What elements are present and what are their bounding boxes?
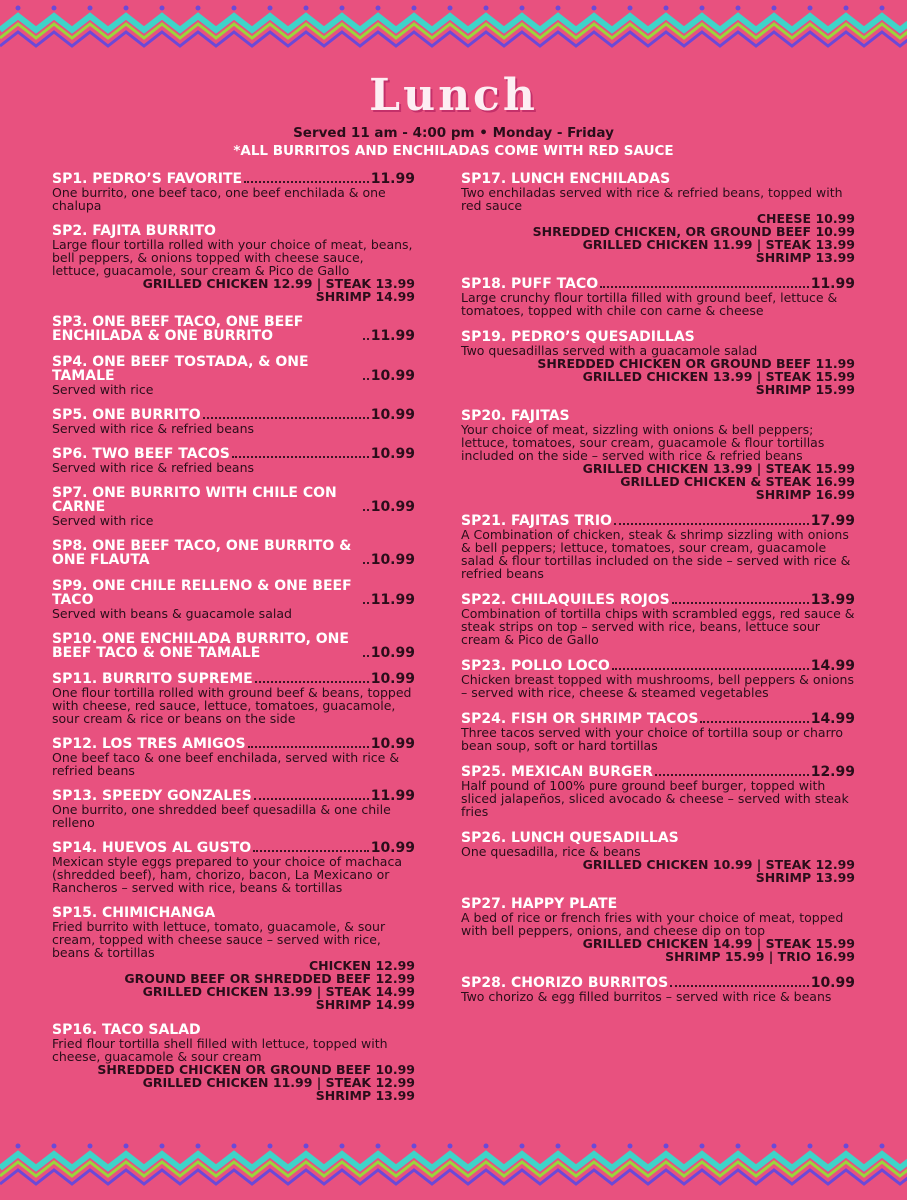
menu-item-description: Fried burrito with lettuce, tomato, guacamole, & sour cream, topped with cheese sauce – served with rice, beans & tortillas — [52, 919, 386, 960]
menu-item-description: Served with beans & guacamole salad — [52, 606, 292, 621]
menu-item-header — [52, 315, 415, 343]
menu-item-price: 10.99 — [370, 645, 415, 661]
menu-item-header — [461, 659, 855, 673]
menu-item-name: SP16. TACO SALAD — [52, 1022, 201, 1038]
menu-item-price-option: SHREDDED CHICKEN, OR GROUND BEEF 10.99 — [532, 224, 855, 239]
zigzag-dot — [196, 1144, 201, 1149]
menu-item-name: SP12. LOS TRES AMIGOS — [52, 736, 246, 752]
menu-item-header — [461, 330, 855, 344]
menu-item-price: 10.99 — [370, 840, 415, 856]
menu-item-price: 11.99 — [370, 788, 415, 804]
zigzag-dot — [700, 6, 705, 11]
dot-leader — [363, 602, 369, 604]
zigzag-dot — [304, 1144, 309, 1149]
menu-item-price-option: SHREDDED CHICKEN OR GROUND BEEF 11.99 — [537, 356, 855, 371]
zigzag-dot — [124, 6, 129, 11]
dot-leader — [248, 746, 369, 748]
zigzag-dot — [52, 6, 57, 11]
menu-item-header — [52, 737, 415, 751]
dot-leader — [203, 417, 369, 419]
menu-item — [461, 330, 855, 396]
zigzag-dot — [160, 1144, 165, 1149]
menu-item-price-option: CHICKEN 12.99 — [308, 958, 415, 973]
menu-item-price-option: SHRIMP 15.99 — [755, 382, 855, 397]
zigzag-dot — [484, 6, 489, 11]
menu-item-header — [52, 906, 415, 920]
dot-leader — [363, 338, 369, 340]
menu-item — [461, 659, 855, 699]
menu-item — [461, 172, 855, 264]
zigzag-dot — [412, 1144, 417, 1149]
dot-leader — [232, 456, 369, 458]
menu-item-price: 10.99 — [810, 975, 855, 991]
menu-item-price-option: GRILLED CHICKEN 11.99 | STEAK 13.99 — [582, 237, 855, 252]
menu-item — [461, 277, 855, 317]
menu-item-header — [52, 579, 415, 607]
menu-item-description: Two quesadillas served with a guacamole salad — [461, 343, 758, 358]
menu-item-description: Served with rice & refried beans — [52, 421, 255, 436]
menu-item-price: 10.99 — [370, 552, 415, 568]
menu-item-price-option: SHRIMP 13.99 — [755, 870, 855, 885]
menu-item-price: 14.99 — [810, 711, 855, 727]
menu-item-price: 11.99 — [370, 592, 415, 608]
dot-leader — [670, 985, 809, 987]
menu-item-price: 10.99 — [370, 407, 415, 423]
menu-item — [52, 906, 415, 1011]
menu-item-name: SP9. ONE CHILE RELLENO & ONE BEEF TACO — [52, 578, 352, 608]
menu-item-price-option: GRILLED CHICKEN 11.99 | STEAK 12.99 — [142, 1075, 415, 1090]
menu-item-header — [461, 172, 855, 186]
zigzag-dot — [16, 6, 21, 11]
menu-item-description: One burrito, one beef taco, one beef enchilada & one chalupa — [52, 185, 386, 213]
menu-item-price-option: GRILLED CHICKEN & STEAK 16.99 — [620, 474, 855, 489]
zigzag-dot — [16, 1144, 21, 1149]
menu-item-price-option: GRILLED CHICKEN 13.99 | STEAK 14.99 — [142, 984, 415, 999]
menu-item — [52, 539, 415, 567]
menu-item-price: 11.99 — [810, 276, 855, 292]
menu-item-header — [461, 409, 855, 423]
menu-item-description: Large crunchy flour tortilla filled with ground beef, lettuce & tomatoes, topped with chile con carne & cheese — [461, 290, 838, 318]
zigzag-dot — [160, 6, 165, 11]
menu-item-name: SP18. PUFF TACO — [461, 276, 599, 292]
menu-item-name: SP23. POLLO LOCO — [461, 658, 610, 674]
dot-leader — [700, 721, 808, 723]
menu-item-price: 10.99 — [370, 368, 415, 384]
menu-item-price-option: GRILLED CHICKEN 12.99 | STEAK 13.99 — [142, 276, 415, 291]
menu-item-name: SP2. FAJITA BURRITO — [52, 223, 216, 239]
menu-item — [461, 712, 855, 752]
menu-item — [461, 976, 855, 1003]
menu-item-price: 17.99 — [810, 513, 855, 529]
dot-leader — [612, 668, 809, 670]
zigzag-dot — [628, 1144, 633, 1149]
menu-item-description: One flour tortilla rolled with ground beef & beans, topped with cheese, red sauce, lettuce, tomatoes, guacamole, sour cream & rice or beans on the side — [52, 685, 412, 726]
menu-item-name: SP24. FISH OR SHRIMP TACOS — [461, 711, 699, 727]
menu-item — [461, 765, 855, 818]
menu-item-header — [461, 976, 855, 990]
menu-item-description: One beef taco & one beef enchilada, served with rice & refried beans — [52, 750, 400, 778]
menu-item-description: Served with rice & refried beans — [52, 460, 255, 475]
menu-item-name: SP14. HUEVOS AL GUSTO — [52, 840, 252, 856]
sauce-note: *ALL BURRITOS AND ENCHILADAS COME WITH RED SAUCE — [233, 143, 674, 159]
menu-item — [461, 831, 855, 884]
menu-item-name: SP28. CHORIZO BURRITOS — [461, 975, 669, 991]
zigzag-dot — [808, 6, 813, 11]
zigzag-dot — [736, 6, 741, 11]
menu-item-header — [461, 277, 855, 291]
dot-leader — [255, 681, 369, 683]
menu-item — [52, 172, 415, 212]
menu-item-price-option: SHRIMP 14.99 — [315, 997, 415, 1012]
zigzag-dot — [808, 1144, 813, 1149]
menu-item-header — [461, 831, 855, 845]
zigzag-dot — [124, 1144, 129, 1149]
zigzag-dot — [340, 6, 345, 11]
menu-item-price-option: SHRIMP 14.99 — [315, 289, 415, 304]
menu-item-name: SP17. LUNCH ENCHILADAS — [461, 171, 671, 187]
zigzag-dot — [664, 6, 669, 11]
menu-column-left — [52, 172, 415, 1114]
menu-item-header — [52, 539, 415, 567]
menu-item-name: SP1. PEDRO’S FAVORITE — [52, 171, 243, 187]
menu-item-name: SP21. FAJITAS TRIO — [461, 513, 612, 529]
menu-item-name: SP13. SPEEDY GONZALES — [52, 788, 252, 804]
menu-item-header — [461, 897, 855, 911]
zigzag-border-bottom — [0, 1138, 907, 1198]
menu-item — [52, 408, 415, 435]
menu-item-header — [52, 447, 415, 461]
menu-item — [52, 737, 415, 777]
menu-item — [52, 355, 415, 396]
menu-item-price-option: GRILLED CHICKEN 13.99 | STEAK 15.99 — [582, 369, 855, 384]
menu-item-price-option: SHRIMP 16.99 — [755, 487, 855, 502]
menu-item-name: SP6. TWO BEEF TACOS — [52, 446, 230, 462]
menu-item-description: One quesadilla, rice & beans — [461, 844, 641, 859]
menu-item-price: 11.99 — [370, 171, 415, 187]
zigzag-dot — [556, 1144, 561, 1149]
zigzag-dot — [556, 6, 561, 11]
menu-item-price-option: SHREDDED CHICKEN OR GROUND BEEF 10.99 — [97, 1062, 415, 1077]
menu-item-description: Two enchiladas served with rice & refried beans, topped with red sauce — [461, 185, 843, 213]
dot-leader — [363, 655, 369, 657]
zigzag-dot — [592, 6, 597, 11]
dot-leader — [363, 562, 369, 564]
zigzag-dot — [736, 1144, 741, 1149]
menu-item-description: Your choice of meat, sizzling with onions & bell peppers; lettuce, tomatoes, sour cream, guacamole & flour tortillas included on the side – served with rice & refried beans — [461, 422, 825, 463]
zigzag-dot — [772, 6, 777, 11]
dot-leader — [363, 378, 369, 380]
menu-item-name: SP11. BURRITO SUPREME — [52, 671, 253, 687]
zigzag-dot — [412, 6, 417, 11]
dot-leader — [614, 523, 809, 525]
menu-item-name: SP10. ONE ENCHILADA BURRITO, ONE BEEF TACO & ONE TAMALE — [52, 631, 349, 661]
zigzag-dot — [880, 6, 885, 11]
menu-item — [461, 897, 855, 963]
zigzag-dot — [268, 6, 273, 11]
dot-leader — [363, 509, 369, 511]
menu-item-description: Served with rice — [52, 513, 154, 528]
menu-item — [461, 593, 855, 646]
zigzag-dot — [232, 6, 237, 11]
dot-leader — [254, 798, 369, 800]
menu-item-name: SP26. LUNCH QUESADILLAS — [461, 830, 679, 846]
zigzag-dot — [52, 1144, 57, 1149]
menu-item-header — [52, 486, 415, 514]
menu-item-description: Two chorizo & egg filled burritos – served with rice & beans — [461, 989, 832, 1004]
dot-leader — [672, 602, 809, 604]
menu-item-price-option: CHEESE 10.99 — [756, 211, 855, 226]
serving-hours: Served 11 am - 4:00 pm • Monday - Friday — [293, 125, 614, 141]
menu-item — [52, 315, 415, 343]
menu-item-price: 10.99 — [370, 499, 415, 515]
zigzag-dot — [772, 1144, 777, 1149]
menu-item — [52, 447, 415, 474]
zigzag-dot — [844, 6, 849, 11]
menu-item-price-option: SHRIMP 13.99 — [315, 1088, 415, 1103]
menu-item-price: 12.99 — [810, 764, 855, 780]
menu-item-header — [52, 789, 415, 803]
menu-item-price-option: GROUND BEEF OR SHREDDED BEEF 12.99 — [124, 971, 415, 986]
zigzag-dot — [376, 6, 381, 11]
menu-item-name: SP3. ONE BEEF TACO, ONE BEEF ENCHILADA & ONE BURRITO — [52, 314, 304, 344]
zigzag-dot — [448, 1144, 453, 1149]
zigzag-dot — [196, 6, 201, 11]
menu-item-name: SP5. ONE BURRITO — [52, 407, 201, 423]
menu-item-name: SP20. FAJITAS — [461, 408, 570, 424]
menu-item-price-option: SHRIMP 15.99 | TRIO 16.99 — [665, 949, 855, 964]
menu-item-description: Half pound of 100% pure ground beef burger, topped with sliced jalapeños, sliced avocado & cheese – served with steak fries — [461, 778, 849, 819]
zigzag-stroke — [0, 1170, 907, 1184]
zigzag-dot — [628, 6, 633, 11]
zigzag-dot — [88, 1144, 93, 1149]
menu-item-header — [461, 712, 855, 726]
menu-item-header — [461, 514, 855, 528]
menu-item-name: SP25. MEXICAN BURGER — [461, 764, 653, 780]
menu-item — [461, 409, 855, 501]
menu-item — [52, 789, 415, 829]
zigzag-dot — [304, 6, 309, 11]
zigzag-dot — [520, 6, 525, 11]
menu-item-description: A Combination of chicken, steak & shrimp sizzling with onions & bell peppers; lettuce, tomatoes, sour cream, guacamole salad & flour tortillas included on the side – served with rice & refried beans — [461, 527, 851, 581]
zigzag-dot — [520, 1144, 525, 1149]
menu-column-right — [461, 172, 855, 1016]
menu-item — [52, 841, 415, 894]
menu-item-price-option: SHRIMP 13.99 — [755, 250, 855, 265]
menu-item-description: Served with rice — [52, 382, 154, 397]
menu-item-header — [52, 408, 415, 422]
dot-leader — [244, 181, 369, 183]
menu-item-header — [52, 224, 415, 238]
menu-item — [52, 632, 415, 660]
menu-item-header — [52, 172, 415, 186]
dot-leader — [253, 850, 369, 852]
menu-item-name: SP4. ONE BEEF TOSTADA, & ONE TAMALE — [52, 354, 309, 384]
zigzag-dot — [268, 1144, 273, 1149]
menu-item-price: 11.99 — [370, 328, 415, 344]
menu-item-price-option: GRILLED CHICKEN 13.99 | STEAK 15.99 — [582, 461, 855, 476]
menu-item-header — [461, 593, 855, 607]
menu-item-price-option: GRILLED CHICKEN 10.99 | STEAK 12.99 — [582, 857, 855, 872]
dot-leader — [655, 774, 809, 776]
zigzag-dot — [484, 1144, 489, 1149]
menu-item-header — [52, 841, 415, 855]
menu-item-price: 10.99 — [370, 736, 415, 752]
zigzag-dot — [592, 1144, 597, 1149]
dot-leader — [600, 286, 809, 288]
zigzag-dot — [88, 6, 93, 11]
menu-item-name: SP19. PEDRO’S QUESADILLAS — [461, 329, 695, 345]
zigzag-dot — [844, 1144, 849, 1149]
menu-item — [52, 1023, 415, 1102]
menu-item-header — [461, 765, 855, 779]
menu-item-header — [52, 355, 415, 383]
menu-item-header — [52, 632, 415, 660]
menu-item-price: 10.99 — [370, 671, 415, 687]
zigzag-dot — [700, 1144, 705, 1149]
menu-item-description: Mexican style eggs prepared to your choice of machaca (shredded beef), ham, chorizo, bacon, La Mexicano or Rancheros – served with rice, beans & tortillas — [52, 854, 402, 895]
menu-item-price: 14.99 — [810, 658, 855, 674]
menu-item-description: Fried flour tortilla shell filled with lettuce, topped with cheese, guacamole & sour cream — [52, 1036, 388, 1064]
menu-item — [461, 514, 855, 580]
menu-item-price-option: GRILLED CHICKEN 14.99 | STEAK 15.99 — [582, 936, 855, 951]
menu-item-description: Three tacos served with your choice of tortilla soup or charro bean soup, soft or hard tortillas — [461, 725, 844, 753]
menu-item — [52, 224, 415, 303]
menu-item — [52, 579, 415, 620]
menu-item — [52, 672, 415, 725]
menu-header — [0, 70, 907, 160]
zigzag-dot — [376, 1144, 381, 1149]
zigzag-dot — [664, 1144, 669, 1149]
menu-item-name: SP15. CHIMICHANGA — [52, 905, 216, 921]
menu-item-description: Large flour tortilla rolled with your choice of meat, beans, bell peppers, & onions topped with cheese sauce, lettuce, guacamole, sour cream & Pico de Gallo — [52, 237, 413, 278]
zigzag-border-top — [0, 0, 907, 60]
menu-item-description: Chicken breast topped with mushrooms, bell peppers & onions – served with rice, cheese & steamed vegetables — [461, 672, 854, 700]
menu-item-name: SP27. HAPPY PLATE — [461, 896, 618, 912]
menu-item-header — [52, 1023, 415, 1037]
menu-item-header — [52, 672, 415, 686]
menu-item — [52, 486, 415, 527]
menu-item-description: Combination of tortilla chips with scrambled eggs, red sauce & steak strips on top – served with rice, beans, lettuce sour cream & Pico de Gallo — [461, 606, 855, 647]
zigzag-stroke — [0, 32, 907, 46]
zigzag-dot — [448, 6, 453, 11]
menu-item-name: SP22. CHILAQUILES ROJOS — [461, 592, 670, 608]
menu-item-price: 13.99 — [810, 592, 855, 608]
zigzag-dot — [232, 1144, 237, 1149]
menu-item-name: SP7. ONE BURRITO WITH CHILE CON CARNE — [52, 485, 337, 515]
zigzag-dot — [880, 1144, 885, 1149]
menu-item-price: 10.99 — [370, 446, 415, 462]
page-title: Lunch — [369, 70, 538, 121]
zigzag-dot — [340, 1144, 345, 1149]
menu-item-description: One burrito, one shredded beef quesadilla & one chile relleno — [52, 802, 391, 830]
menu-item-name: SP8. ONE BEEF TACO, ONE BURRITO & ONE FLAUTA — [52, 538, 352, 568]
menu-item-description: A bed of rice or french fries with your choice of meat, topped with bell peppers, onions, and cheese dip on top — [461, 910, 844, 938]
